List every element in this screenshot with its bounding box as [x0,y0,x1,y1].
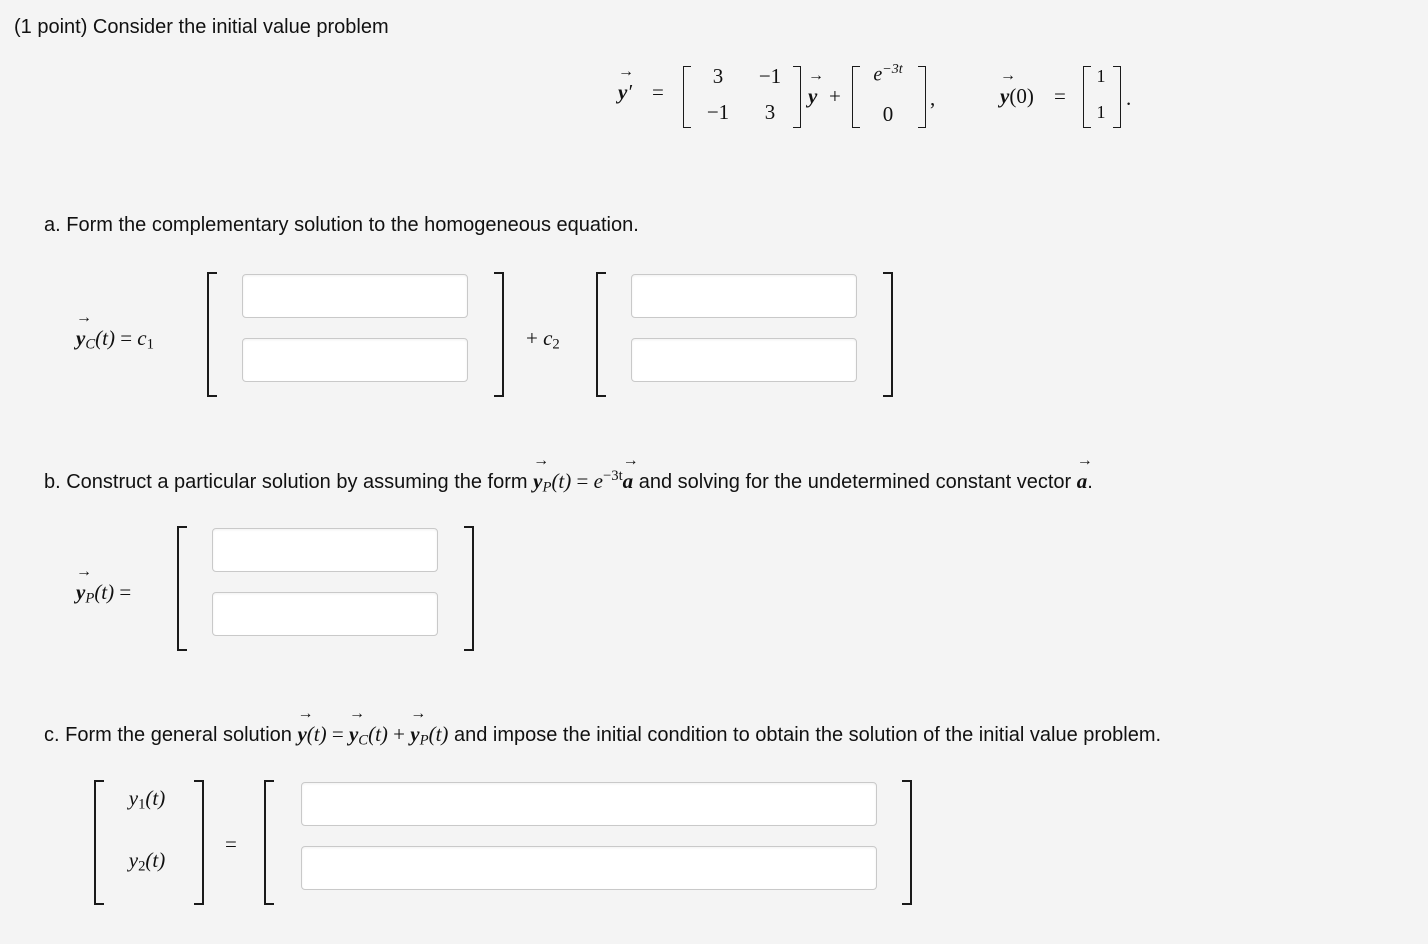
yp-label: → $y_P(t)$ = [76,580,131,608]
ivp-y-vector: → y [808,84,817,109]
forcing-right-bracket [918,66,926,128]
part-a-prompt: a. Form the complementary solution to the homogeneous equation. [44,214,639,236]
matrix-entry: 3 [764,100,776,124]
problem-intro: (1 point) Consider the initial value problem [14,16,389,38]
ivp-plus: + [829,84,841,108]
ic-lhs: → y(0) [1000,84,1034,109]
ic-entry: 1 [1096,102,1106,122]
a-vec1-left-bracket [207,272,217,397]
forcing-bottom: 0 [882,102,894,126]
c-lhs-left-bracket [94,780,104,905]
c-y2-input[interactable] [301,846,877,890]
a-vec1-right-bracket [494,272,504,397]
matrix-entry: 3 [712,64,724,88]
b-vec-top-input[interactable] [212,528,438,572]
matrix-entry: −1 [706,100,730,124]
ic-equals: = [1054,84,1066,108]
matrix-right-bracket [793,66,801,128]
ic-right-bracket [1113,66,1121,128]
y2-label: $y_2(t)$ [128,848,166,875]
forcing-left-bracket [852,66,860,128]
a-vec2-top-input[interactable] [631,274,857,318]
ivp-equals: = [652,80,664,104]
yc-label: → $y_C(t) = c_1$ [76,326,154,354]
ivp-comma: , [930,86,936,110]
matrix-entry: −1 [758,64,782,88]
b-vec-right-bracket [464,526,474,651]
part-c-prompt: c. Form the general solution → y(t) = → $y_C(t)$ + → $y_P(t)$ and impose the initial condition to obtain the solution of the initial value problem. [44,722,1161,750]
a-vec2-left-bracket [596,272,606,397]
matrix-left-bracket [683,66,691,128]
ivp-lhs: → y′ [618,80,632,105]
c-equals: = [225,832,237,856]
c-lhs-right-bracket [194,780,204,905]
a-vec2-right-bracket [883,272,893,397]
c-rhs-right-bracket [902,780,912,905]
forcing-top: $e^{-3t}$ [873,62,903,86]
ic-entry: 1 [1096,66,1106,86]
c2-label: + $c_2$ [526,326,560,353]
c-y1-input[interactable] [301,782,877,826]
a-vec1-bottom-input[interactable] [242,338,468,382]
y1-label: $y_1(t)$ [128,786,166,813]
part-b-prompt: b. Construct a particular solution by assuming the form → $y_P(t) = e^{-3t}\to a$ and solving for the undetermined constant vector → a. [44,468,1093,497]
ic-period: . [1126,86,1132,110]
a-vec2-bottom-input[interactable] [631,338,857,382]
b-vec-left-bracket [177,526,187,651]
a-vec1-top-input[interactable] [242,274,468,318]
c-rhs-left-bracket [264,780,274,905]
b-vec-bottom-input[interactable] [212,592,438,636]
